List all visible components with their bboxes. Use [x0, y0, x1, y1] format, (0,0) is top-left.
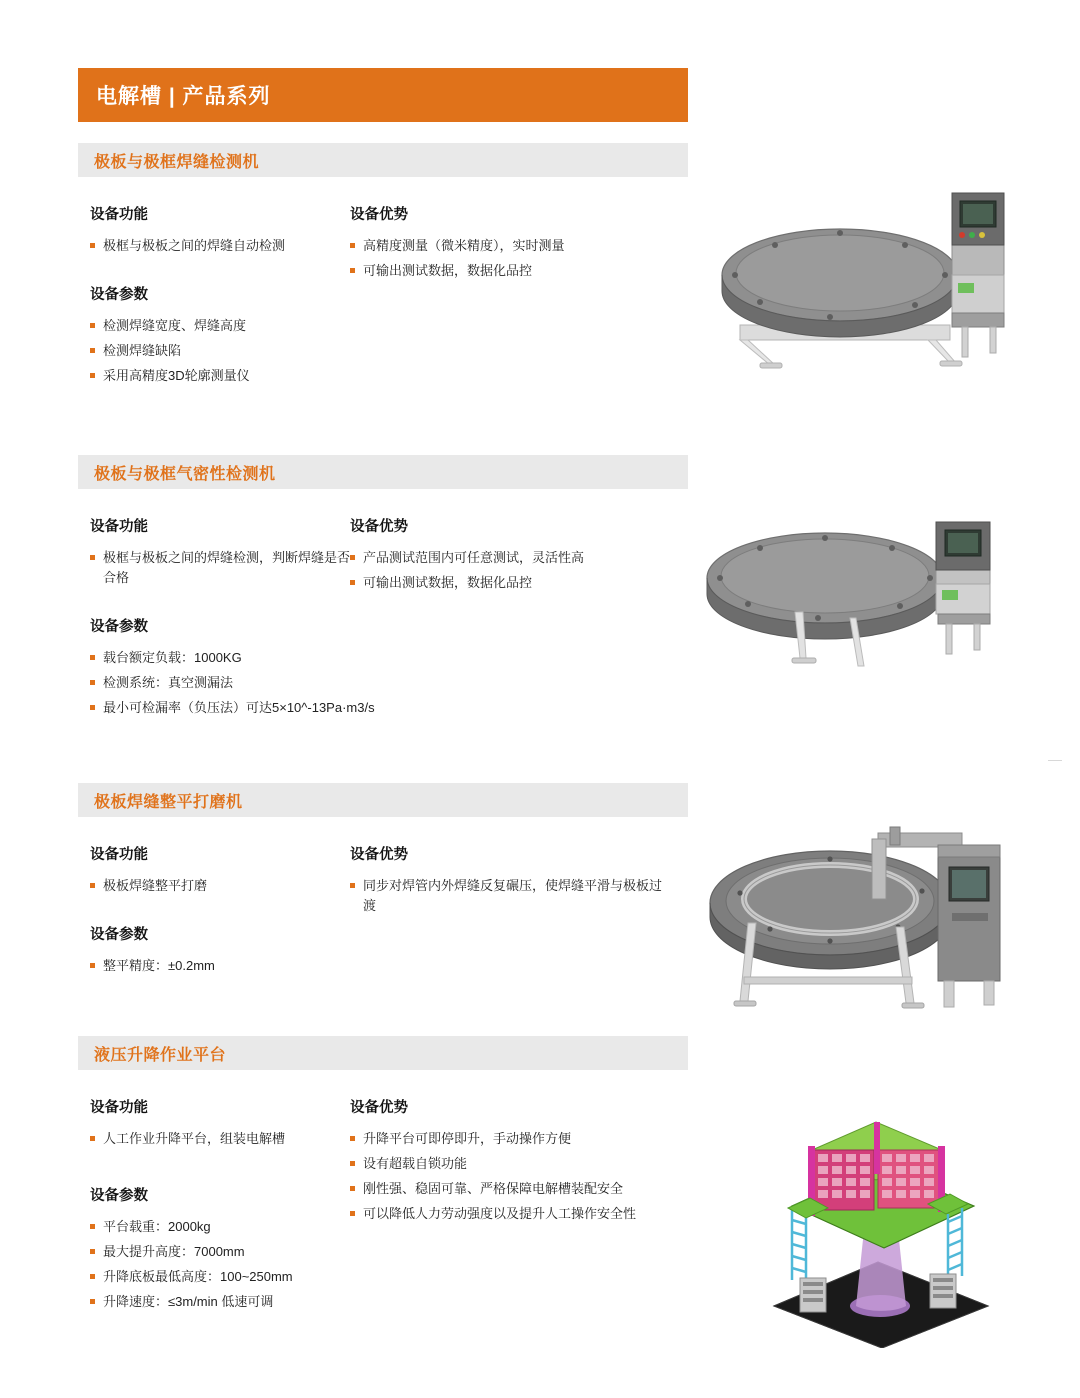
advantage-list: [350, 236, 690, 281]
list-item: 高精度测量（微米精度），实时测量: [350, 236, 690, 256]
list-item: 最小可检漏率（负压法）可达5×10^-13Pa·m3/s: [90, 698, 433, 718]
list-item: 检测系统：真空测漏法: [90, 673, 350, 693]
column-right: [350, 843, 690, 921]
section-header: [78, 783, 688, 817]
advantage-list: [350, 548, 690, 593]
function-list: [90, 548, 350, 588]
column-left: [90, 843, 350, 981]
group-title-advantage: 设备优势: [350, 519, 408, 535]
list-item: 可以降低人力劳动强度以及提升人工操作安全性: [350, 1204, 703, 1224]
column-right: [350, 203, 690, 286]
parameter-list: [90, 316, 350, 386]
page-header-banner: [78, 68, 688, 122]
group-title-function: 设备功能: [90, 519, 148, 535]
section-title: 极板焊缝整平打磨机: [94, 793, 243, 811]
list-item: 最大提升高度：7000mm: [90, 1242, 350, 1262]
group-title-function: 设备功能: [90, 847, 148, 863]
group-title-function: 设备功能: [90, 1100, 148, 1116]
advantage-list: [350, 1129, 690, 1224]
column-left: [90, 1096, 350, 1317]
list-item: 可输出测试数据，数据化品控: [350, 573, 690, 593]
group-title-function: 设备功能: [90, 207, 148, 223]
group-title-parameter: 设备参数: [90, 1188, 148, 1204]
list-item: 设有超载自锁功能: [350, 1154, 690, 1174]
group-title-advantage: 设备优势: [350, 1100, 408, 1116]
parameter-list: [90, 1217, 350, 1312]
parameter-list: [90, 648, 375, 718]
group-title-parameter: 设备参数: [90, 287, 148, 303]
list-item: 整平精度：±0.2mm: [90, 956, 350, 976]
list-item: 检测焊缝宽度、焊缝高度: [90, 316, 350, 336]
list-item: 极框与极板之间的焊缝自动检测: [90, 236, 350, 256]
column-right: [350, 515, 690, 598]
section-header: [78, 1036, 688, 1070]
parameter-list: [90, 956, 350, 976]
group-title-advantage: 设备优势: [350, 847, 408, 863]
list-item: 刚性强、稳固可靠、严格保障电解槽装配安全: [350, 1179, 693, 1199]
list-item: 平台载重：2000kg: [90, 1217, 350, 1237]
list-item: 升降底板最低高度：100~250mm: [90, 1267, 350, 1287]
list-item: 同步对焊管内外焊缝反复碾压，使焊缝平滑与极板过渡: [350, 876, 663, 916]
function-list: [90, 1129, 350, 1149]
function-list: [90, 236, 350, 256]
list-item: 检测焊缝缺陷: [90, 341, 350, 361]
section-header: [78, 455, 688, 489]
list-item: 载台额定负载：1000KG: [90, 648, 350, 668]
figure-airtightness-inspection-machine: [700, 500, 1020, 690]
list-item: 可输出测试数据，数据化品控: [350, 261, 690, 281]
group-title-advantage: 设备优势: [350, 207, 408, 223]
list-item: 升降平台可即停即升，手动操作方便: [350, 1129, 690, 1149]
column-left: [90, 515, 375, 723]
section-title: 极板与极框气密性检测机: [94, 465, 276, 483]
section-title: 极板与极框焊缝检测机: [94, 153, 260, 171]
function-list: [90, 876, 350, 896]
list-item: 采用高精度3D轮廓测量仪: [90, 366, 350, 386]
group-title-parameter: 设备参数: [90, 927, 148, 943]
section-hydraulic-platform: [78, 1036, 1000, 1309]
section-title: 液压升降作业平台: [94, 1046, 227, 1064]
list-item: 升降速度：≤3m/min 低速可调: [90, 1292, 350, 1312]
column-right: [350, 1096, 690, 1229]
figure-weld-grinding-machine: [700, 805, 1020, 1020]
page-edge-mark: [1048, 760, 1062, 761]
list-item: 极框与极板之间的焊缝检测，判断焊缝是否合格: [90, 548, 350, 588]
group-title-parameter: 设备参数: [90, 619, 148, 635]
list-item: 产品测试范围内可任意测试，灵活性高: [350, 548, 690, 568]
list-item: 人工作业升降平台，组装电解槽: [90, 1129, 350, 1149]
list-item: 极板焊缝整平打磨: [90, 876, 350, 896]
section-header: [78, 143, 688, 177]
page-title: 电解槽 | 产品系列: [96, 85, 271, 108]
figure-hydraulic-lifting-platform: [752, 1110, 1002, 1348]
figure-weld-seam-inspection-machine: [700, 175, 1020, 390]
advantage-list: [350, 876, 690, 916]
column-left: [90, 203, 350, 391]
